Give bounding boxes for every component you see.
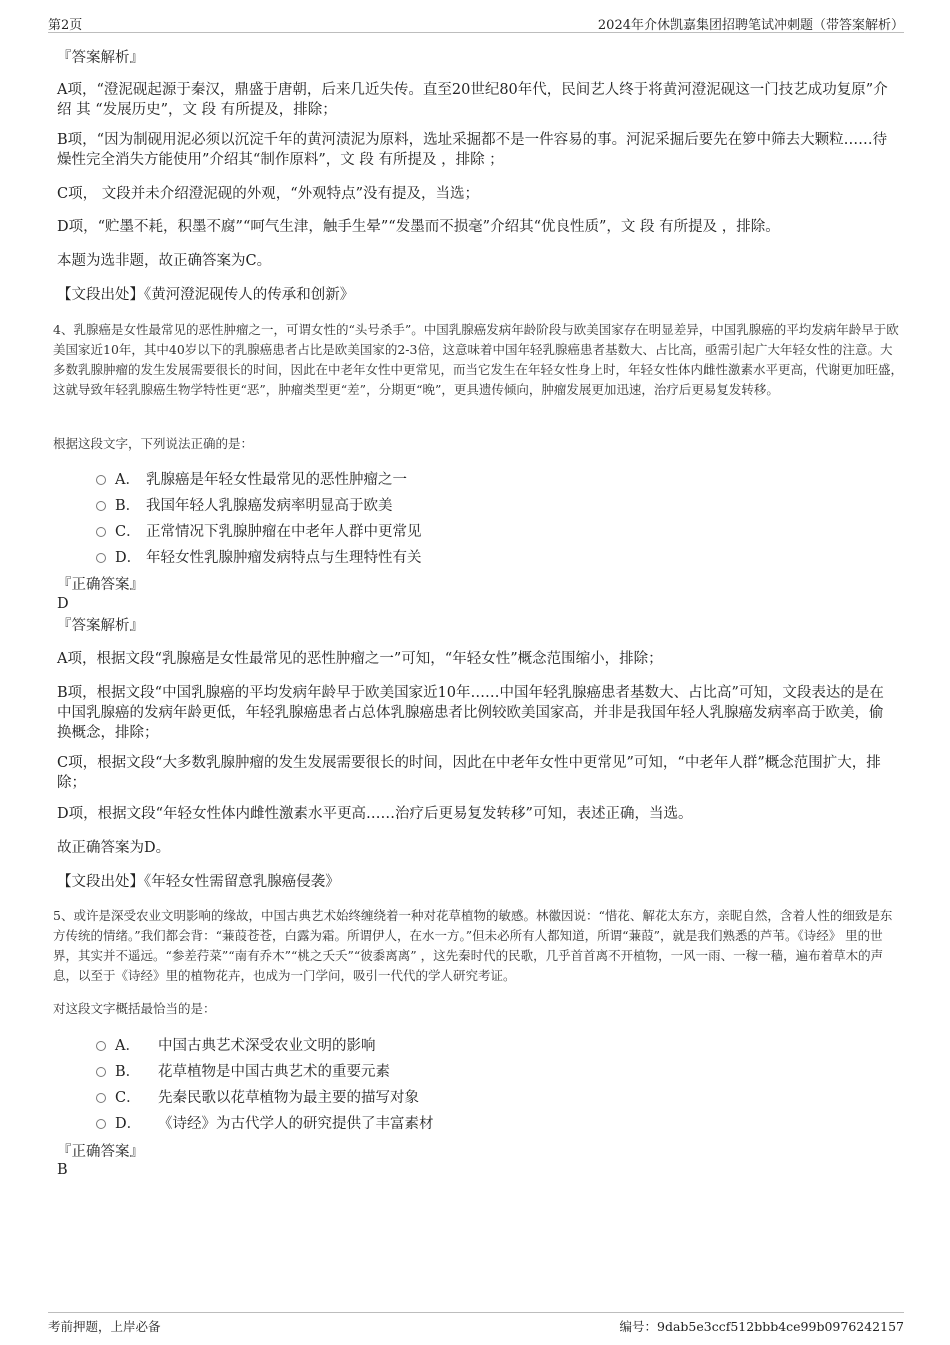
q5-option-a[interactable] xyxy=(96,1036,376,1056)
radio-icon[interactable] xyxy=(96,1067,106,1077)
q4-analysis-b: B项，根据文段“中国乳腺癌的平均发病年龄早于欧美国家近10年……中国年轻乳腺癌患者基数大、占比高”可知，文段表达的是在中国乳腺癌的发病年龄更低，年轻乳腺癌患者占总体乳腺癌患者比例较欧美国家高，并非是我国年轻人乳腺癌发病率高于欧美，偷换概念，排除； xyxy=(57,685,884,741)
q4-passage: 4、乳腺癌是女性最常见的恶性肿瘤之一，可谓女性的“头号杀手”。中国乳腺癌发病年龄阶段与欧美国家存在明显差异，中国乳腺癌的平均发病年龄早于欧美国家近10年，其中40岁以下的乳腺癌患者占比是欧美国家的2-3倍，这意味着中国年轻乳腺癌患者基数大、占比高，亟需引起广大年轻女性的注意。大多数乳腺肿瘤的发生发展需要很长的时间，因此在中老年女性中更常见，而当它发生在年轻女性身上时，年轻女性体内雌性激素水平更高，代谢更加旺盛，这就导致年轻乳腺癌生物学特性更“恶”，肿瘤类型更“差”，分期更“晚”，更具遗传倾向，肿瘤发展更加迅速，治疗后更易复发转移。 xyxy=(53,322,904,397)
option-text: 我国年轻人乳腺癌发病率明显高于欧美 xyxy=(146,498,393,514)
option-letter: A． xyxy=(115,1038,140,1054)
option-text: 中国古典艺术深受农业文明的影响 xyxy=(158,1038,376,1054)
q3-analysis-d: D项，“贮墨不耗，积墨不腐”“呵气生津，触手生晕”“发墨而不损毫”介绍其“优良性质”，文 段 有所提及 ，排除。 xyxy=(57,219,780,235)
q4-analysis-a: A项，根据文段“乳腺癌是女性最常见的恶性肿瘤之一”可知，“年轻女性”概念范围缩小，排除； xyxy=(57,651,663,667)
option-letter: A． xyxy=(115,472,140,488)
q4-analysis-heading: 『答案解析』 xyxy=(57,618,144,634)
option-letter: D． xyxy=(115,1116,142,1132)
q5-option-b[interactable] xyxy=(96,1062,390,1082)
q5-passage: 5、或许是深受农业文明影响的缘故，中国古典艺术始终缠绕着一种对花草植物的敏感。林徽因说：“惜花、解花太东方，亲昵自然，含着人性的细致是东方传统的情绪。”我们都会背：“蒹葭苍苍，白露为霜。所谓伊人，在水一方。”但未必所有人都知道，所谓“蒹葭”，就是我们熟悉的芦苇。《诗经》 里的世界，其实并不遥远。“参差荇菜”“南有乔木”“桃之夭夭”“彼黍离离” ，这先秦时代的民歌，几乎首首离不开植物，一风一雨、一稼一穑，遍布着草木的声息，以至于《诗经》里的植物花卉，也成为一门学问，吸引一代代的学人研究考证。 xyxy=(53,908,893,983)
q5-option-c[interactable] xyxy=(96,1088,419,1108)
option-text: 先秦民歌以花草植物为最主要的描写对象 xyxy=(158,1090,419,1106)
q4-source: 【文段出处】《年轻女性需留意乳腺癌侵袭》 xyxy=(57,874,340,890)
option-letter: B． xyxy=(115,1064,141,1080)
page-header xyxy=(48,12,904,33)
option-letter: C． xyxy=(115,524,141,540)
document-title: 2024年介休凯嘉集团招聘笔试冲刺题（带答案解析） xyxy=(597,18,904,33)
q5-answer: B xyxy=(57,1162,68,1178)
q3-analysis-c: C项， 文段并未介绍澄泥砚的外观，“外观特点”没有提及，当选； xyxy=(57,186,480,202)
option-letter: B． xyxy=(115,498,141,514)
q3-analysis-a: A项，“澄泥砚起源于秦汉，鼎盛于唐朝，后来几近失传。直至20世纪80年代，民间艺人终于将黄河澄泥砚这一门技艺成功复原”介绍 其 “发展历史”，文 段 有所提及，排除； xyxy=(57,82,888,118)
q4-prompt: 根据这段文字，下列说法正确的是： xyxy=(53,436,254,451)
q3-source: 【文段出处】《黄河澄泥砚传人的传承和创新》 xyxy=(57,287,355,303)
radio-icon[interactable] xyxy=(96,527,106,537)
q5-option-d[interactable] xyxy=(96,1114,434,1134)
option-text: 正常情况下乳腺肿瘤在中老年人群中更常见 xyxy=(146,524,422,540)
q4-option-b[interactable] xyxy=(96,496,393,516)
radio-icon[interactable] xyxy=(96,475,106,485)
option-letter: D． xyxy=(115,550,142,566)
q4-option-a[interactable] xyxy=(96,470,407,490)
q3-analysis-b: B项，“因为制砚用泥必须以沉淀千年的黄河渍泥为原料，选址采掘都不是一件容易的事。河泥采掘后要先在箩中筛去大颗粒……待燥性完全消失方能使用”介绍其“制作原料”，文 段 有所提及 ，排除 ； xyxy=(57,132,888,168)
document-code xyxy=(619,1317,904,1335)
code-value: 9dab5e3ccf512bbb4ce99b0976242157 xyxy=(657,1319,904,1334)
radio-icon[interactable] xyxy=(96,1119,106,1129)
option-text: 年轻女性乳腺肿瘤发病特点与生理特性有关 xyxy=(146,550,422,566)
radio-icon[interactable] xyxy=(96,501,106,511)
radio-icon[interactable] xyxy=(96,553,106,563)
q4-analysis-c: C项，根据文段“大多数乳腺肿瘤的发生发展需要很长的时间，因此在中老年女性中更常见”可知，“中老年人群”概念范围扩大，排除； xyxy=(57,755,881,791)
footer-slogan: 考前押题，上岸必备 xyxy=(48,1319,161,1334)
q4-option-c[interactable] xyxy=(96,522,422,542)
radio-icon[interactable] xyxy=(96,1093,106,1103)
q4-option-d[interactable] xyxy=(96,548,422,568)
page-number: 第2页 xyxy=(48,18,83,33)
radio-icon[interactable] xyxy=(96,1041,106,1051)
option-letter: C． xyxy=(115,1090,141,1106)
page-footer xyxy=(48,1312,904,1335)
code-label: 编号： xyxy=(619,1319,657,1334)
option-text: 乳腺癌是年轻女性最常见的恶性肿瘤之一 xyxy=(146,472,407,488)
q3-conclusion: 本题为选非题，故正确答案为C。 xyxy=(57,253,272,269)
q3-analysis-heading: 『答案解析』 xyxy=(57,50,144,66)
option-text: 《诗经》为古代学人的研究提供了丰富素材 xyxy=(158,1116,434,1132)
q4-answer-heading: 『正确答案』 xyxy=(57,577,144,593)
q4-analysis-d: D项，根据文段“年轻女性体内雌性激素水平更高……治疗后更易复发转移”可知，表述正确，当选。 xyxy=(57,806,693,822)
q5-prompt: 对这段文字概括最恰当的是： xyxy=(53,1001,216,1016)
q4-answer: D xyxy=(57,596,69,612)
q4-conclusion: 故正确答案为D。 xyxy=(57,840,171,856)
q5-answer-heading: 『正确答案』 xyxy=(57,1144,144,1160)
option-text: 花草植物是中国古典艺术的重要元素 xyxy=(158,1064,390,1080)
